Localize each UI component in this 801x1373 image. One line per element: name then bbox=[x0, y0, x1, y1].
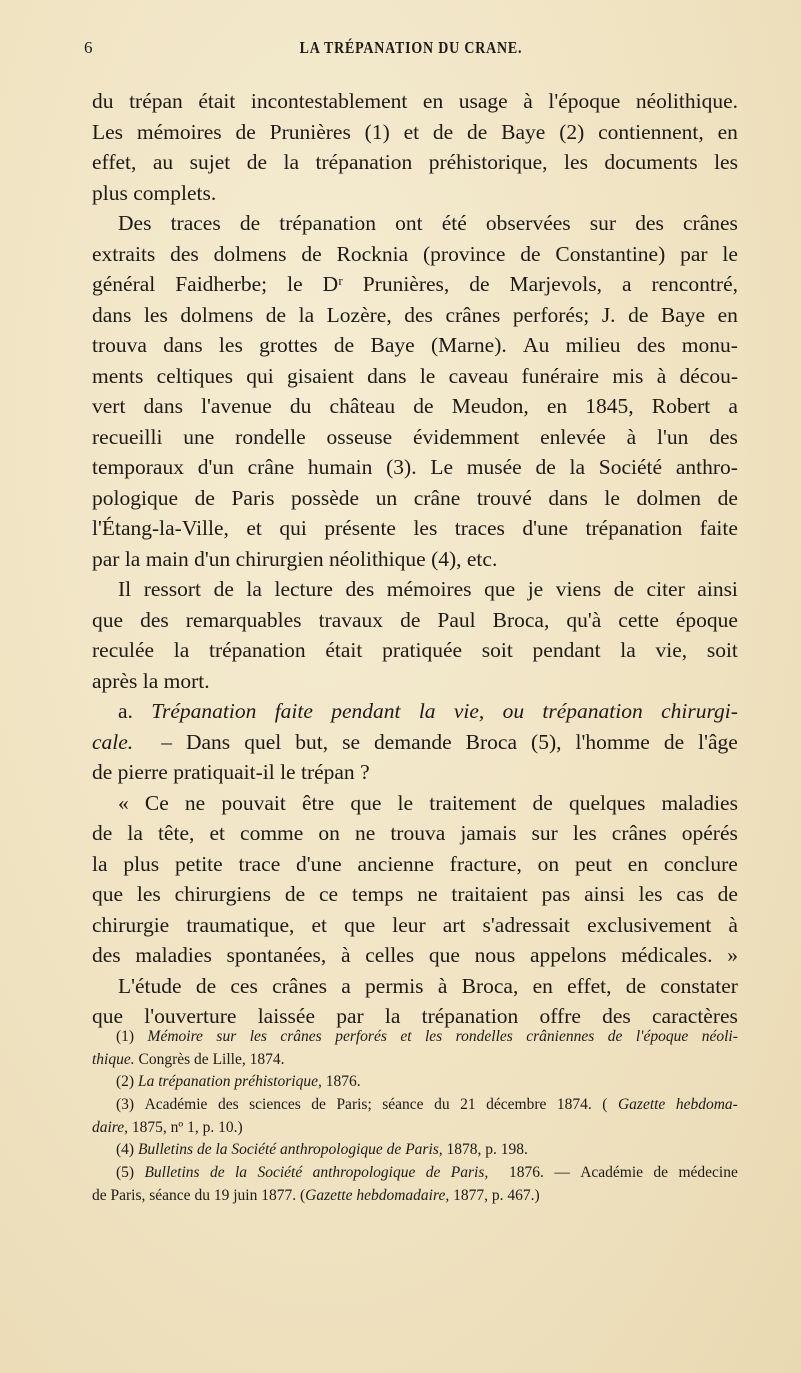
text-line: des maladies spontanées, à celles que nous appelons médicales. » bbox=[92, 943, 738, 967]
text-line: vert dans l'avenue du château de Meudon, en 1845, Robert a bbox=[92, 394, 738, 418]
footnote-line: daire, 1875, nº 1, p. 10.) bbox=[92, 1118, 243, 1136]
text-line: que l'ouverture laissée par la trépanation offre des caractères bbox=[92, 1004, 738, 1028]
text-line: de la tête, et comme on ne trouva jamais sur les crânes opérés bbox=[92, 821, 738, 845]
text-line: extraits des dolmens de Rocknia (province de Constantine) par le bbox=[92, 241, 738, 266]
text-line: pologique de Paris possède un crâne trouvé dans le dolmen de bbox=[92, 485, 738, 510]
text-line: l'Étang-la-Ville, et qui présente les traces d'une trépanation faite bbox=[92, 516, 738, 540]
text-line: L'étude de ces crânes a permis à Broca, en effet, de constater bbox=[118, 973, 738, 998]
running-header bbox=[84, 38, 738, 62]
text-line: Des traces de trépanation ont été observées sur des crânes bbox=[118, 211, 738, 235]
body-text bbox=[92, 86, 738, 1032]
text-line: recueilli une rondelle osseuse évidemment enlevée à l'un des bbox=[92, 424, 738, 449]
running-title: LA TRÉPANATION DU CRANE. bbox=[299, 38, 523, 57]
text-line: général Faidherbe; le Dʳ Prunières, de Marjevols, a rencontré, bbox=[92, 272, 738, 296]
text-line: reculée la trépanation était pratiquée soit pendant la vie, soit bbox=[92, 638, 738, 662]
text-line: cale. – Dans quel but, se demande Broca (5), l'homme de l'âge bbox=[92, 729, 738, 754]
text-line: temporaux d'un crâne humain (3). Le musée de la Société anthro- bbox=[92, 455, 738, 479]
text-line: a. Trépanation faite pendant la vie, ou trépanation chirurgi- bbox=[118, 699, 738, 723]
footnote-line: (4) Bulletins de la Société anthropologique de Paris, 1878, p. 198. bbox=[116, 1141, 528, 1159]
text-line: chirurgie traumatique, et que leur art s'adressait exclusivement à bbox=[92, 912, 738, 937]
text-line: « Ce ne pouvait être que le traitement de quelques maladies bbox=[118, 790, 738, 815]
text-line: ments celtiques qui gisaient dans le caveau funéraire mis à décou- bbox=[92, 363, 738, 388]
footnote-line: thique. Congrès de Lille, 1874. bbox=[92, 1050, 285, 1068]
text-line: dans les dolmens de la Lozère, des crânes perforés; J. de Baye en bbox=[92, 302, 738, 327]
text-line: effet, au sujet de la trépanation préhistorique, les documents les bbox=[92, 150, 738, 174]
footnotes bbox=[92, 1026, 738, 1208]
text-line: après la mort. bbox=[92, 668, 210, 693]
text-line: Les mémoires de Prunières (1) et de de Baye (2) contiennent, en bbox=[92, 119, 738, 144]
footnote-line: (2) La trépanation préhistorique, 1876. bbox=[116, 1073, 361, 1091]
footnote-line: de Paris, séance du 19 juin 1877. (Gazette hebdomadaire, 1877, p. 467.) bbox=[92, 1186, 540, 1204]
text-line: plus complets. bbox=[92, 180, 217, 205]
footnote-line: (3) Académie des sciences de Paris; séance du 21 décembre 1874. ( Gazette hebdoma- bbox=[116, 1096, 738, 1114]
text-line: du trépan était incontestablement en usage à l'époque néolithique. bbox=[92, 89, 738, 113]
page-number: 6 bbox=[84, 38, 94, 57]
text-line: la plus petite trace d'une ancienne fracture, on peut en conclure bbox=[92, 851, 738, 876]
footnote-line: (5) Bulletins de la Société anthropologique de Paris, 1876. — Académie de médecine bbox=[116, 1164, 738, 1182]
text-line: que des remarquables travaux de Paul Broca, qu'à cette époque bbox=[92, 607, 738, 632]
text-line: que les chirurgiens de ce temps ne traitaient pas ainsi les cas de bbox=[92, 882, 738, 906]
text-line: Il ressort de la lecture des mémoires que je viens de citer ainsi bbox=[118, 577, 738, 601]
footnote-line: (1) Mémoire sur les crânes perforés et les rondelles crâniennes de l'époque néoli- bbox=[116, 1028, 738, 1045]
text-line: de pierre pratiquait-il le trépan ? bbox=[92, 760, 370, 784]
text-line: par la main d'un chirurgien néolithique (4), etc. bbox=[92, 546, 498, 571]
text-line: trouva dans les grottes de Baye (Marne). Au milieu des monu- bbox=[92, 333, 738, 357]
